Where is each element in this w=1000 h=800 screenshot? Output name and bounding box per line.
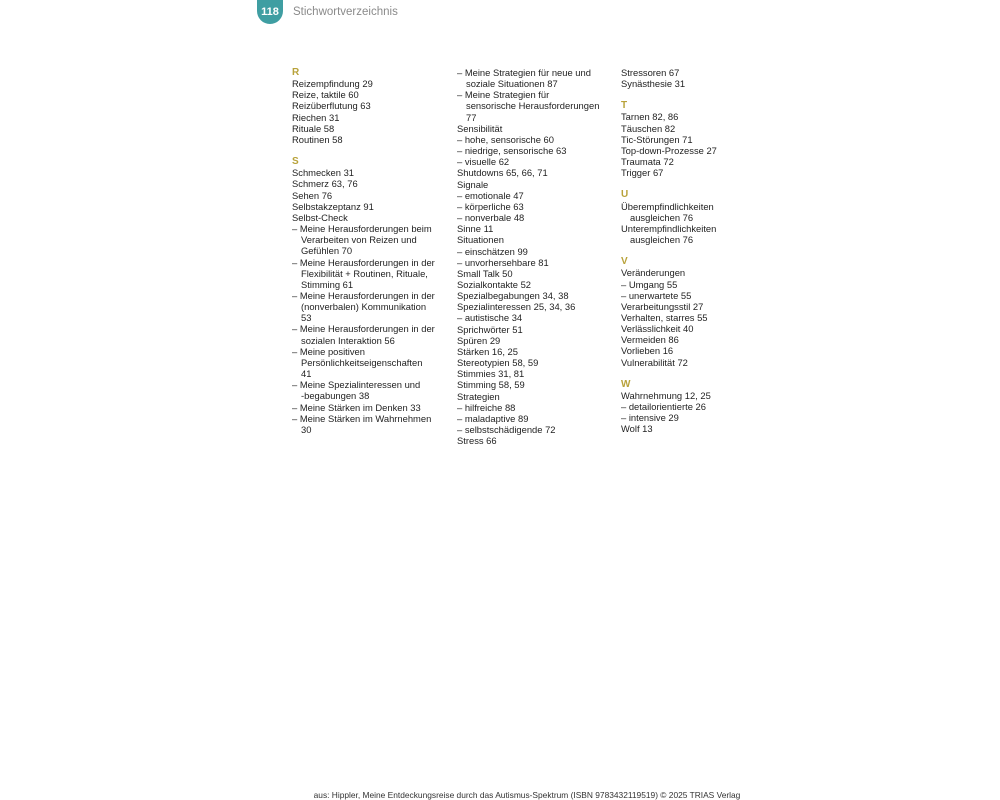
- index-entry: Vulnerabilität 72: [621, 356, 688, 368]
- index-subentry: – Meine Herausforderungen beim: [292, 223, 432, 235]
- index-subentry: – nonverbale 48: [457, 212, 525, 224]
- index-subentry: – Meine Strategien für neue und: [457, 67, 591, 78]
- index-column-1: [292, 67, 442, 435]
- index-entry: Stressoren 67: [621, 67, 680, 78]
- index-section-gap: [621, 178, 771, 189]
- index-entry: Täuschen 82: [621, 122, 676, 134]
- index-entry: Verarbeitungsstil 27: [621, 300, 704, 312]
- index-entry: Unterempfindlichkeiten: [621, 222, 717, 234]
- index-entry: Selbst-Check: [292, 211, 348, 223]
- index-entry: Schmerz 63, 76: [292, 178, 358, 190]
- index-entry: Verlässlichkeit 40: [621, 323, 694, 335]
- index-entry: Sehen 76: [292, 189, 333, 201]
- index-entry: Schmecken 31: [292, 167, 355, 179]
- page-number-badge: 118: [257, 0, 283, 24]
- index-entry: Selbstakzeptanz 91: [292, 200, 374, 212]
- index-entry-continuation: Flexibilität + Routinen, Rituale,: [301, 267, 428, 279]
- index-subentry: – hohe, sensorische 60: [457, 133, 554, 145]
- index-entry: Stress 66: [457, 435, 497, 447]
- index-entry: Veränderungen: [621, 267, 686, 279]
- index-subentry: – einschätzen 99: [457, 245, 528, 257]
- index-column-2: [457, 67, 607, 446]
- index-entry: Verhalten, starres 55: [621, 311, 708, 323]
- index-entry: Vorlieben 16: [621, 345, 674, 357]
- index-entry-continuation: ausgleichen 76: [630, 234, 694, 246]
- index-entry: Reizüberflutung 63: [292, 100, 371, 112]
- index-entry: Strategien: [457, 390, 500, 402]
- index-subentry: – körperliche 63: [457, 200, 524, 212]
- running-head-title: Stichwortverzeichnis: [293, 6, 398, 18]
- index-entry-continuation: Verarbeiten von Reizen und: [301, 234, 417, 246]
- index-subentry: – unerwartete 55: [621, 289, 692, 301]
- index-letter-heading: V: [621, 256, 628, 268]
- index-entry: Top-down-Prozesse 27: [621, 144, 717, 156]
- index-section-gap: [621, 368, 771, 379]
- index-entry: Traumata 72: [621, 156, 674, 168]
- index-entry: Sensibilität: [457, 122, 503, 134]
- index-entry-continuation: 41: [301, 368, 312, 380]
- index-subentry: – Meine Stärken im Wahrnehmen: [292, 412, 432, 424]
- index-section-gap: [292, 145, 442, 156]
- index-subentry: – detailorientierte 26: [621, 401, 706, 413]
- index-section-gap: [621, 89, 771, 100]
- index-entry: Spüren 29: [457, 334, 501, 346]
- index-subentry: – autistische 34: [457, 312, 523, 324]
- index-letter-heading: U: [621, 189, 629, 201]
- index-section-gap: [621, 245, 771, 256]
- index-entry: Small Talk 50: [457, 267, 513, 279]
- index-subentry: – hilfreiche 88: [457, 401, 516, 413]
- index-entry: Stereotypien 58, 59: [457, 357, 539, 369]
- index-entry: Spezialinteressen 25, 34, 36: [457, 301, 576, 313]
- index-entry-continuation: sozialen Interaktion 56: [301, 334, 395, 346]
- index-entry-continuation: 53: [301, 312, 312, 324]
- index-subentry: – niedrige, sensorische 63: [457, 145, 567, 157]
- index-subentry: – Meine Herausforderungen in der: [292, 256, 435, 268]
- index-entry: Synästhesie 31: [621, 78, 686, 90]
- index-entry: Riechen 31: [292, 111, 340, 123]
- index-letter-heading: S: [292, 156, 299, 168]
- index-entry-continuation: Persönlichkeitseigenschaften: [301, 356, 423, 368]
- index-entry: Sozialkontakte 52: [457, 278, 532, 290]
- index-entry-continuation: Stimming 61: [301, 278, 354, 290]
- index-subentry: – Umgang 55: [621, 278, 678, 290]
- index-subentry: – Meine positiven: [292, 345, 365, 357]
- index-entry-continuation: 77: [466, 111, 477, 123]
- index-entry: Signale: [457, 178, 489, 190]
- source-citation-footer: aus: Hippler, Meine Entdeckungsreise durch das Autismus-Spektrum (ISBN 9783432119519) © 2025 TRIAS Verlag: [313, 790, 741, 800]
- index-entry: Rituale 58: [292, 122, 335, 134]
- index-subentry: – selbstschädigende 72: [457, 424, 556, 435]
- index-entry: Überempfindlichkeiten: [621, 200, 714, 212]
- index-entry: Stimming 58, 59: [457, 379, 525, 391]
- index-entry: Reizempfindung 29: [292, 78, 373, 90]
- index-subentry: – visuelle 62: [457, 156, 510, 168]
- index-subentry: – Meine Herausforderungen in der: [292, 289, 435, 301]
- index-entry-continuation: Gefühlen 70: [301, 245, 353, 257]
- index-entry: Shutdowns 65, 66, 71: [457, 167, 548, 179]
- index-entry-continuation: sensorische Herausforderungen: [466, 100, 600, 112]
- index-entry-continuation: (nonverbalen) Kommunikation: [301, 301, 427, 313]
- index-entry: Tarnen 82, 86: [621, 111, 679, 123]
- index-column-3: [621, 67, 771, 435]
- index-entry-continuation: ausgleichen 76: [630, 211, 694, 223]
- index-subentry: – Meine Herausforderungen in der: [292, 323, 435, 335]
- index-subentry: – intensive 29: [621, 412, 679, 424]
- index-entry: Reize, taktile 60: [292, 89, 359, 101]
- index-entry: Tic-Störungen 71: [621, 133, 693, 145]
- index-subentry: – Meine Strategien für: [457, 89, 550, 101]
- index-subentry: – emotionale 47: [457, 189, 524, 201]
- index-entry: Stimmies 31, 81: [457, 368, 525, 380]
- index-letter-heading: W: [621, 378, 631, 390]
- index-letter-heading: R: [292, 67, 300, 78]
- index-subentry: – unvorhersehbare 81: [457, 256, 549, 268]
- index-entry: Vermeiden 86: [621, 334, 679, 346]
- index-subentry: – maladaptive 89: [457, 412, 529, 424]
- index-entry: Trigger 67: [621, 167, 664, 179]
- index-entry: Situationen: [457, 234, 504, 246]
- index-letter-heading: T: [621, 100, 628, 112]
- index-entry-continuation: -begabungen 38: [301, 390, 370, 402]
- index-entry: Sprichwörter 51: [457, 323, 523, 335]
- index-entry: Routinen 58: [292, 133, 343, 145]
- index-entry-continuation: soziale Situationen 87: [466, 78, 558, 90]
- index-subentry: – Meine Stärken im Denken 33: [292, 401, 421, 413]
- index-entry: Spezialbegabungen 34, 38: [457, 290, 569, 302]
- index-entry: Wolf 13: [621, 423, 653, 435]
- index-entry: Sinne 11: [457, 223, 494, 235]
- index-entry: Stärken 16, 25: [457, 345, 518, 357]
- index-entry-continuation: 30: [301, 423, 312, 435]
- index-subentry: – Meine Spezialinteressen und: [292, 379, 421, 391]
- index-entry: Wahrnehmung 12, 25: [621, 389, 711, 401]
